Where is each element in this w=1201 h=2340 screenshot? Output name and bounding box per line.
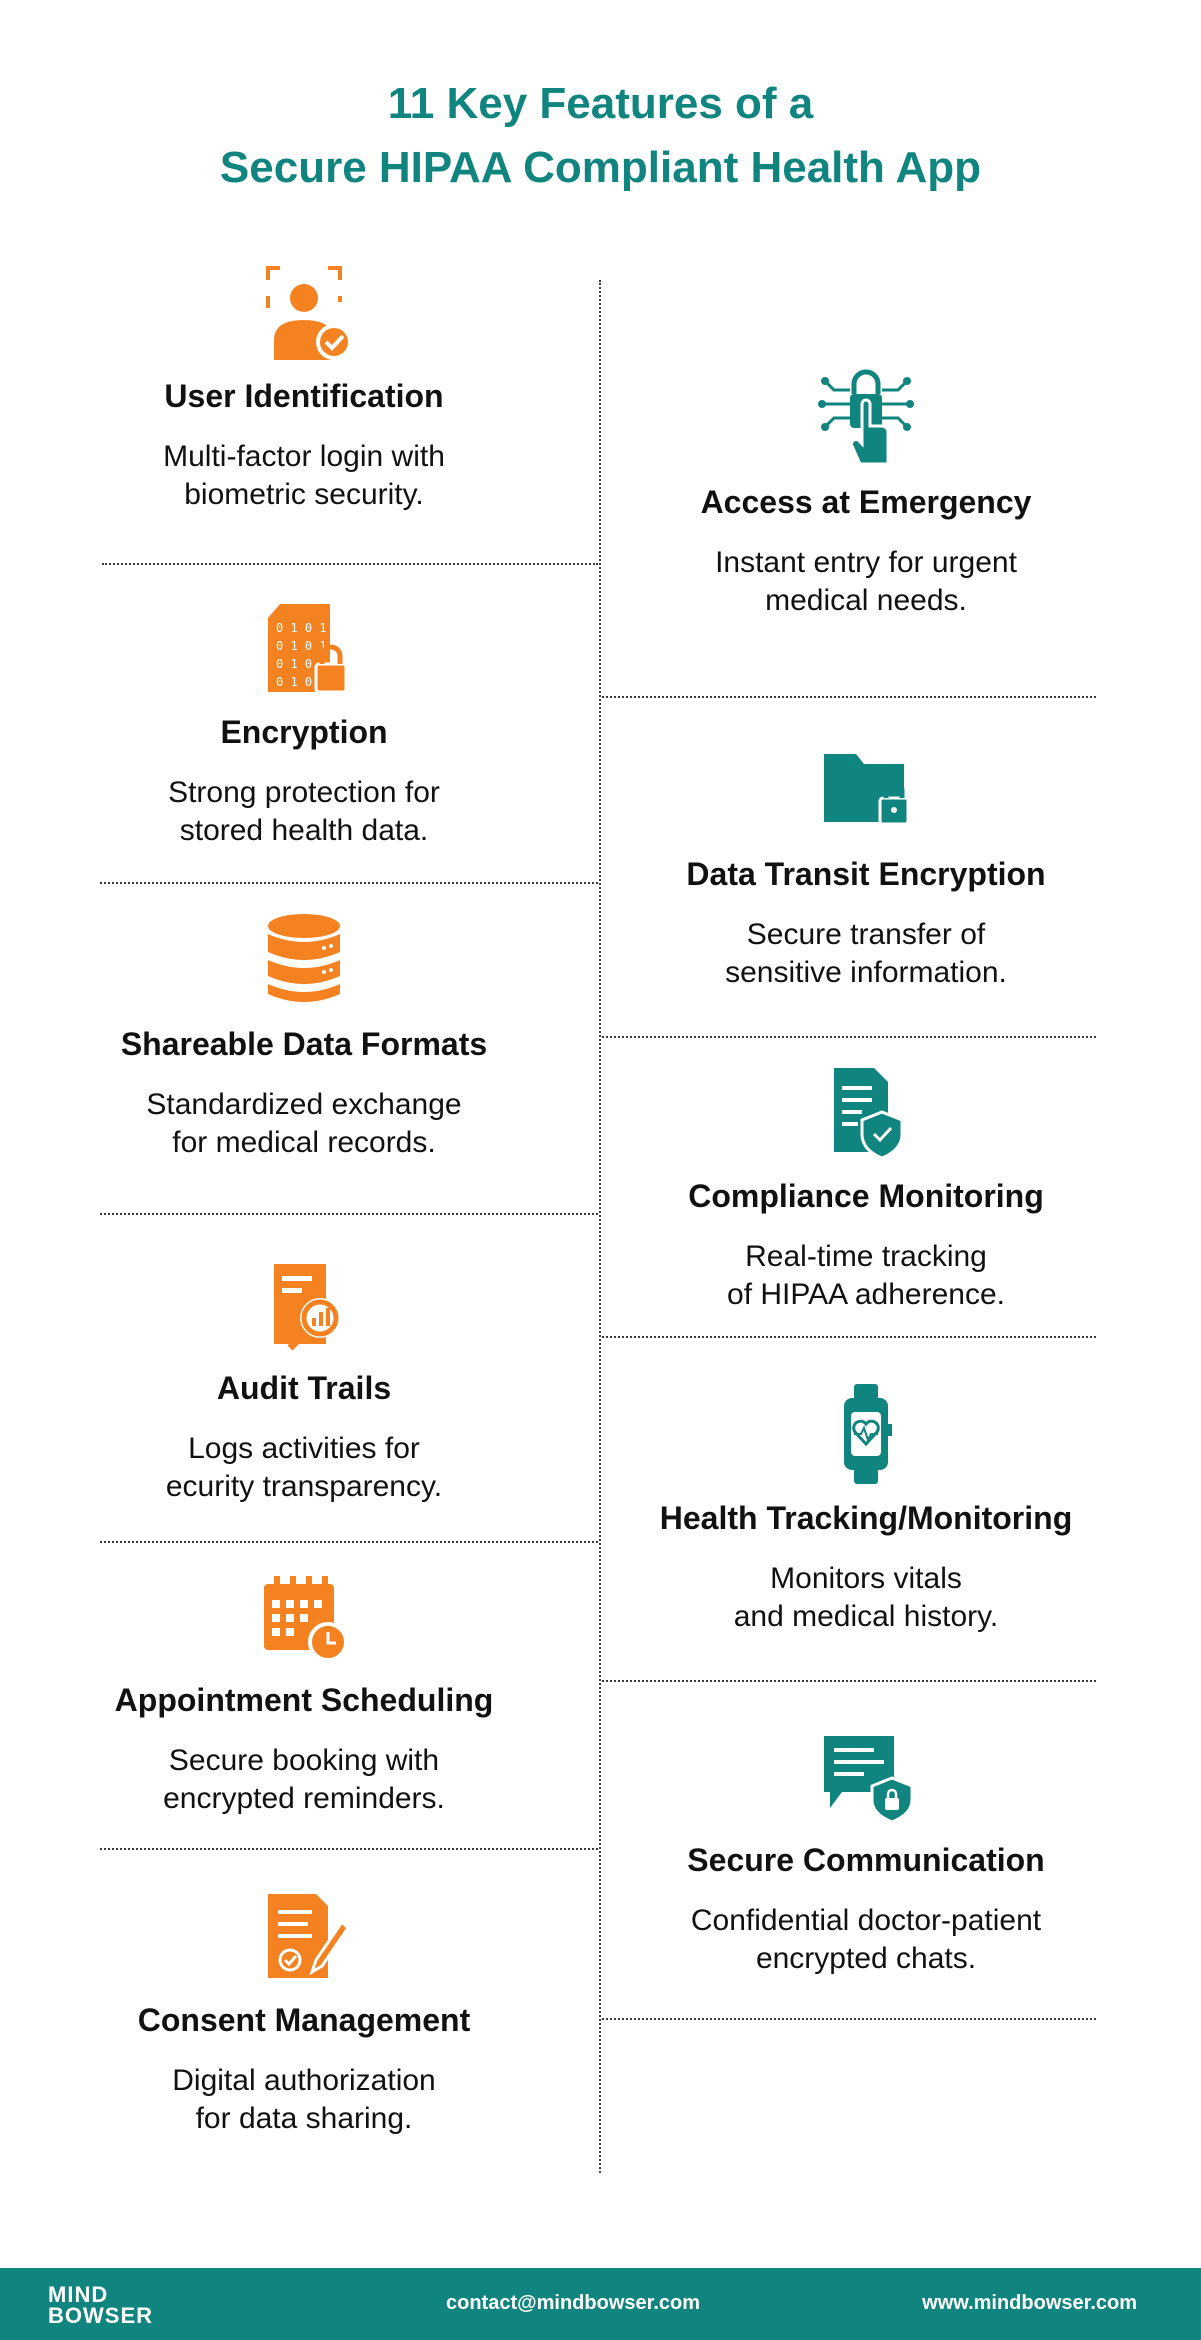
- separator: [602, 2018, 1096, 2020]
- secure-chat-icon: [816, 1726, 916, 1826]
- feature-description: Multi-factor login with biometric security.: [163, 440, 445, 511]
- page-title-line-1: 11 Key Features of a: [387, 79, 814, 128]
- compliance-shield-icon: [816, 1062, 916, 1162]
- feature-title: User Identification: [164, 378, 444, 414]
- feature-description: Logs activities for ecurity transparency.: [165, 1432, 443, 1503]
- feature-description: Monitors vitals and medical history.: [733, 1562, 999, 1633]
- feature-description: Instant entry for urgent medical needs.: [715, 546, 1017, 617]
- separator: [602, 1680, 1096, 1682]
- emergency-access-icon: [816, 368, 916, 468]
- feature-description: Secure transfer of sensitive information.: [725, 918, 1007, 989]
- svg-text:0 1 0: 0 1 0: [276, 675, 313, 689]
- user-identification-icon: [254, 262, 354, 362]
- locked-folder-icon: [816, 740, 916, 840]
- feature-title: Consent Management: [137, 2002, 471, 2038]
- feature-title: Compliance Monitoring: [688, 1178, 1044, 1214]
- feature-title: Shareable Data Formats: [120, 1026, 488, 1062]
- separator: [100, 1213, 598, 1215]
- feature-health-tracking: [626, 1384, 1106, 1636]
- feature-title: Encryption: [220, 714, 388, 750]
- mindbowser-logo: MIND BOWSER: [48, 2282, 153, 2328]
- website-link[interactable]: www.mindbowser.com: [922, 2292, 1137, 2314]
- separator: [602, 1036, 1096, 1038]
- encryption-icon: [254, 598, 354, 698]
- separator: [100, 882, 598, 884]
- feature-encryption: [64, 598, 544, 850]
- contact-email-link[interactable]: contact@mindbowser.com: [446, 2292, 700, 2314]
- feature-description: Real-time tracking of HIPAA adherence.: [727, 1240, 1005, 1311]
- audit-report-icon: [254, 1254, 354, 1354]
- feature-compliance-monitoring: [626, 1062, 1106, 1314]
- consent-document-icon: [254, 1886, 354, 1986]
- center-divider: [599, 280, 601, 2173]
- feature-appointment-scheduling: [64, 1566, 544, 1818]
- feature-title: Health Tracking/Monitoring: [659, 1500, 1073, 1536]
- feature-access-at-emergency: [626, 368, 1106, 620]
- feature-description: Standardized exchange for medical records.: [146, 1088, 462, 1159]
- feature-user-identification: [64, 262, 544, 514]
- feature-title: Appointment Scheduling: [114, 1682, 494, 1718]
- feature-title: Audit Trails: [216, 1370, 392, 1406]
- separator: [102, 563, 598, 565]
- feature-description: Digital authorization for data sharing.: [172, 2064, 436, 2135]
- separator: [602, 696, 1096, 698]
- feature-title: Access at Emergency: [700, 484, 1032, 520]
- feature-consent-management: [64, 1886, 544, 2138]
- separator: [100, 1541, 598, 1543]
- svg-text:0 1 0 1: 0 1 0 1: [276, 639, 327, 653]
- feature-shareable-data-formats: [64, 910, 544, 1162]
- page-title-line-2: Secure HIPAA Compliant Health App: [219, 143, 982, 192]
- feature-description: Secure booking with encrypted reminders.: [163, 1744, 445, 1815]
- feature-secure-communication: [626, 1726, 1106, 1978]
- feature-title: Data Transit Encryption: [686, 856, 1046, 892]
- feature-description: Confidential doctor-patient encrypted chats.: [690, 1904, 1042, 1975]
- feature-audit-trails: [64, 1254, 544, 1506]
- feature-description: Strong protection for stored health data.: [168, 776, 440, 847]
- svg-text:0 1 0 1: 0 1 0 1: [276, 621, 327, 635]
- smartwatch-icon: [816, 1384, 916, 1484]
- feature-data-transit-encryption: [626, 740, 1106, 992]
- calendar-clock-icon: [254, 1566, 354, 1666]
- separator: [100, 1848, 598, 1850]
- svg-text:0 1 0: 0 1 0: [276, 657, 313, 671]
- separator: [602, 1336, 1096, 1338]
- footer-bar: [0, 2268, 1201, 2340]
- feature-title: Secure Communication: [687, 1842, 1045, 1878]
- database-icon: [254, 910, 354, 1010]
